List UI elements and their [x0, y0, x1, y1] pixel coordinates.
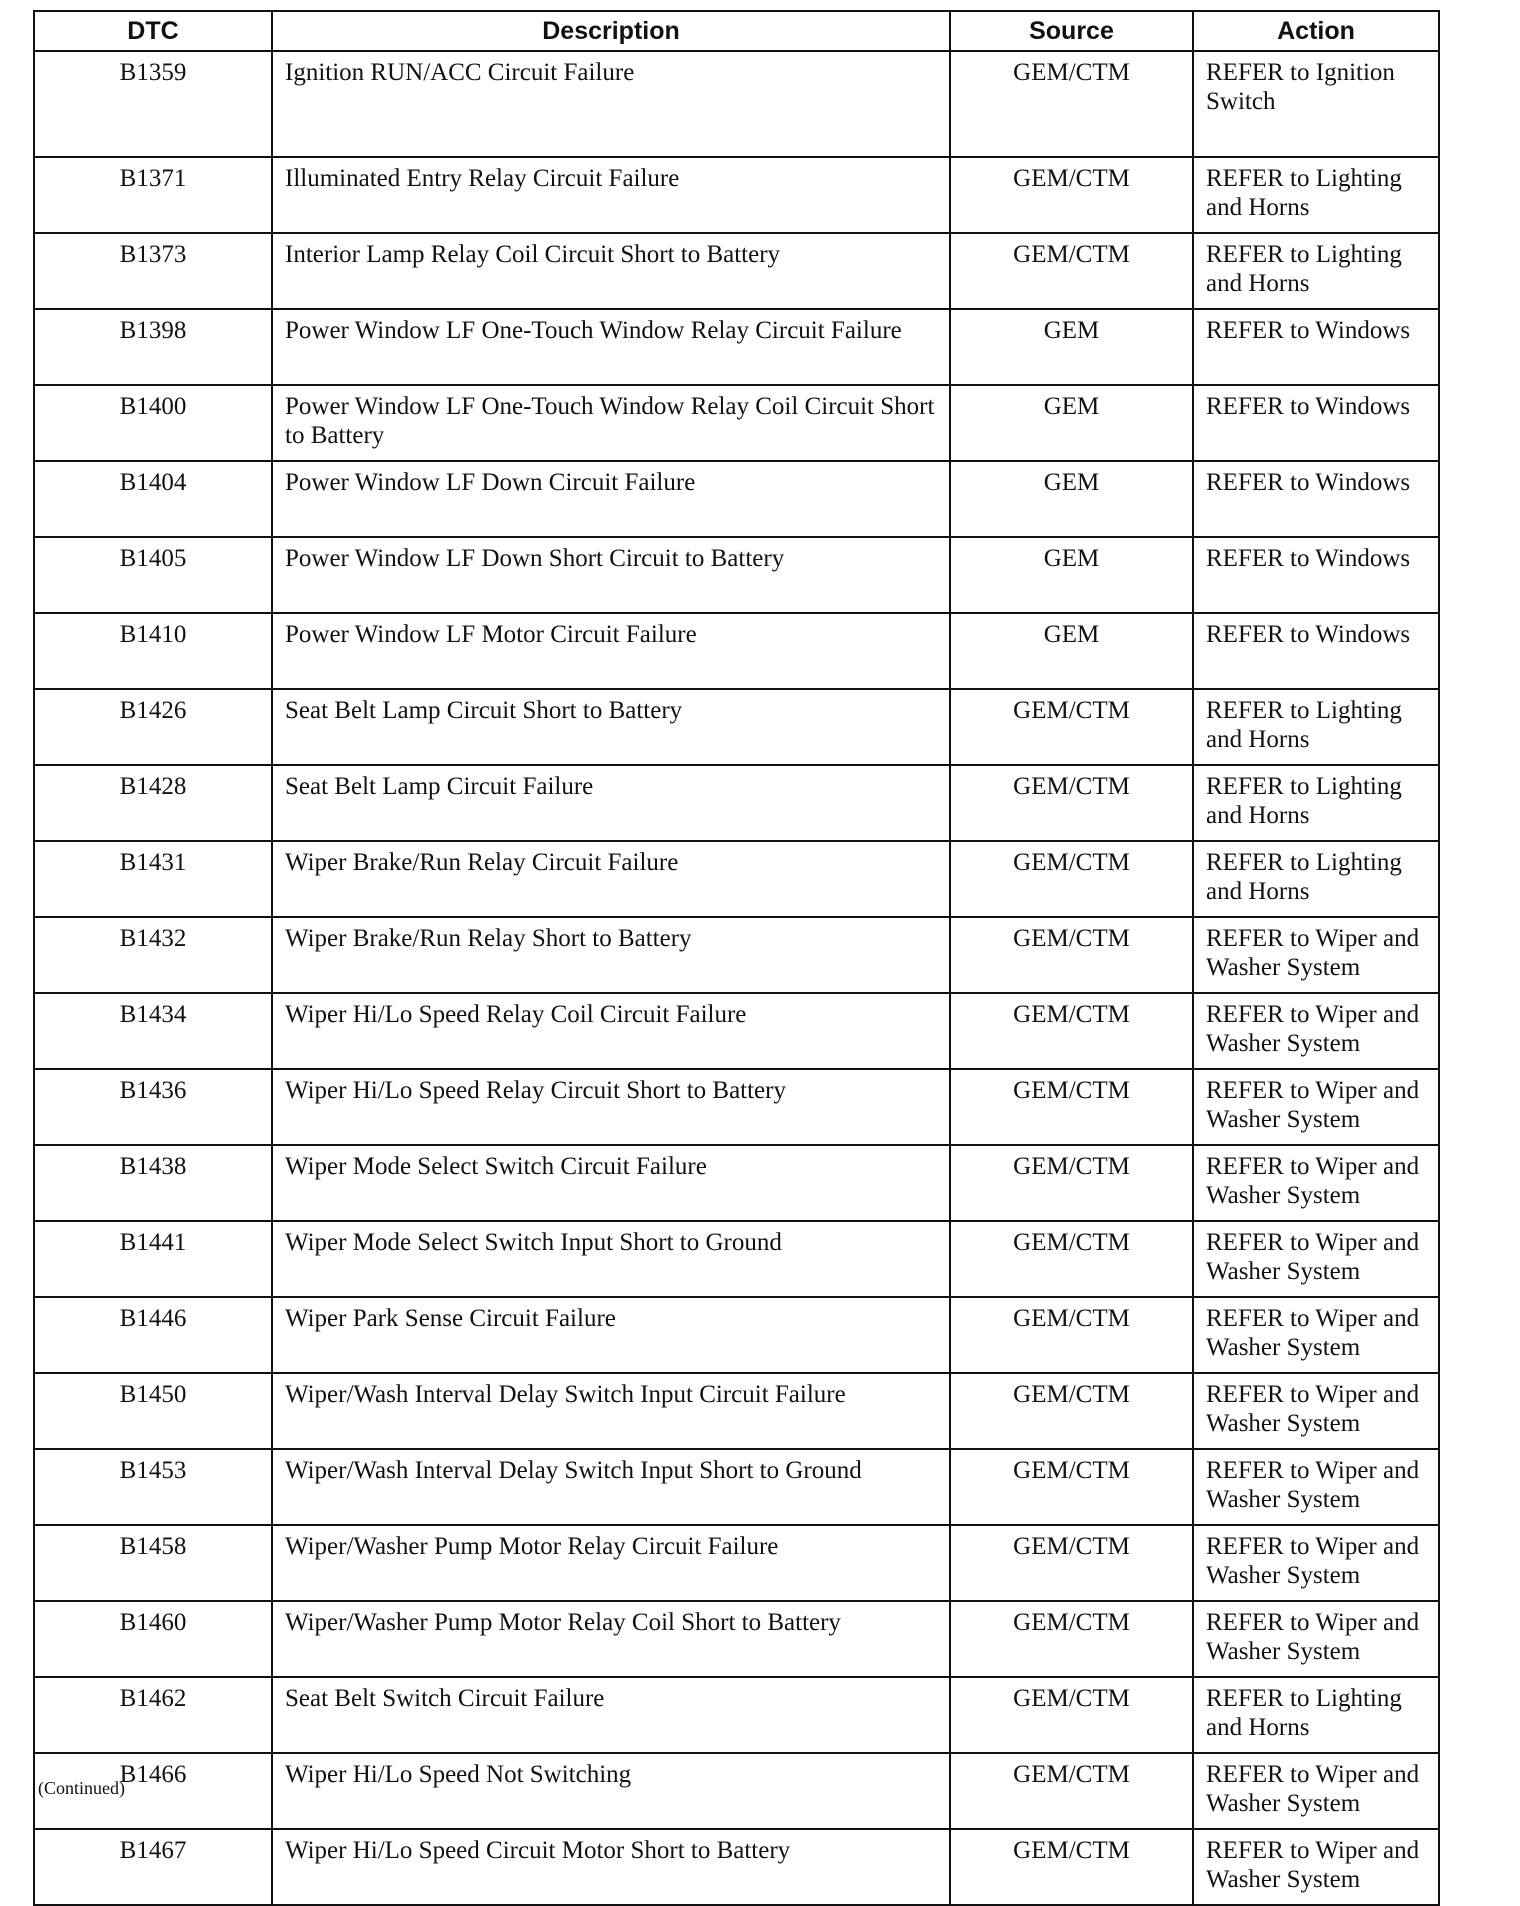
table-row — [34, 1677, 1439, 1753]
table-row — [34, 1069, 1439, 1145]
description-cell: Wiper/Wash Interval Delay Switch Input Short to Ground — [272, 1449, 950, 1525]
source-cell: GEM/CTM — [950, 1069, 1193, 1145]
source-cell: GEM/CTM — [950, 51, 1193, 157]
table-row — [34, 1525, 1439, 1601]
dtc-cell: B1446 — [34, 1297, 272, 1373]
table-row — [34, 537, 1439, 613]
table-row — [34, 765, 1439, 841]
source-cell: GEM/CTM — [950, 841, 1193, 917]
description-cell: Power Window LF One-Touch Window Relay Circuit Failure — [272, 309, 950, 385]
source-cell: GEM — [950, 537, 1193, 613]
table-row — [34, 1829, 1439, 1905]
source-cell: GEM — [950, 309, 1193, 385]
action-cell: REFER to Lighting and Horns — [1193, 233, 1439, 309]
description-cell: Power Window LF One-Touch Window Relay Coil Circuit Short to Battery — [272, 385, 950, 461]
action-cell: REFER to Lighting and Horns — [1193, 1677, 1439, 1753]
table-body — [34, 51, 1439, 1905]
dtc-cell: B1410 — [34, 613, 272, 689]
description-cell: Power Window LF Down Short Circuit to Battery — [272, 537, 950, 613]
action-cell: REFER to Wiper and Washer System — [1193, 1373, 1439, 1449]
source-cell: GEM — [950, 385, 1193, 461]
dtc-cell: B1373 — [34, 233, 272, 309]
action-cell: REFER to Wiper and Washer System — [1193, 1601, 1439, 1677]
table-header-row — [34, 11, 1439, 51]
action-cell: REFER to Lighting and Horns — [1193, 157, 1439, 233]
source-cell: GEM/CTM — [950, 765, 1193, 841]
description-cell: Seat Belt Lamp Circuit Failure — [272, 765, 950, 841]
dtc-cell: B1398 — [34, 309, 272, 385]
dtc-cell: B1453 — [34, 1449, 272, 1525]
header-source: Source — [950, 11, 1193, 51]
table-row — [34, 1145, 1439, 1221]
source-cell: GEM/CTM — [950, 1221, 1193, 1297]
table-row — [34, 461, 1439, 537]
source-cell: GEM/CTM — [950, 1449, 1193, 1525]
table-row — [34, 385, 1439, 461]
dtc-cell: B1436 — [34, 1069, 272, 1145]
table-row — [34, 841, 1439, 917]
action-cell: REFER to Wiper and Washer System — [1193, 1297, 1439, 1373]
description-cell: Wiper Hi/Lo Speed Not Switching — [272, 1753, 950, 1829]
description-cell: Wiper Hi/Lo Speed Circuit Motor Short to Battery — [272, 1829, 950, 1905]
dtc-cell: B1359 — [34, 51, 272, 157]
source-cell: GEM/CTM — [950, 917, 1193, 993]
description-cell: Wiper Hi/Lo Speed Relay Coil Circuit Failure — [272, 993, 950, 1069]
dtc-cell: B1441 — [34, 1221, 272, 1297]
dtc-cell: B1466 — [34, 1753, 272, 1829]
source-cell: GEM/CTM — [950, 1601, 1193, 1677]
description-cell: Power Window LF Motor Circuit Failure — [272, 613, 950, 689]
source-cell: GEM — [950, 613, 1193, 689]
dtc-cell: B1431 — [34, 841, 272, 917]
dtc-cell: B1426 — [34, 689, 272, 765]
action-cell: REFER to Windows — [1193, 613, 1439, 689]
dtc-cell: B1434 — [34, 993, 272, 1069]
action-cell: REFER to Wiper and Washer System — [1193, 1069, 1439, 1145]
action-cell: REFER to Windows — [1193, 309, 1439, 385]
table-row — [34, 309, 1439, 385]
action-cell: REFER to Lighting and Horns — [1193, 841, 1439, 917]
dtc-cell: B1428 — [34, 765, 272, 841]
table-row — [34, 233, 1439, 309]
description-cell: Wiper Park Sense Circuit Failure — [272, 1297, 950, 1373]
table-row — [34, 917, 1439, 993]
table-row — [34, 689, 1439, 765]
header-action: Action — [1193, 11, 1439, 51]
dtc-cell: B1400 — [34, 385, 272, 461]
header-description: Description — [272, 11, 950, 51]
description-cell: Interior Lamp Relay Coil Circuit Short to Battery — [272, 233, 950, 309]
description-cell: Wiper/Wash Interval Delay Switch Input Circuit Failure — [272, 1373, 950, 1449]
dtc-cell: B1404 — [34, 461, 272, 537]
description-cell: Wiper Mode Select Switch Input Short to Ground — [272, 1221, 950, 1297]
action-cell: REFER to Wiper and Washer System — [1193, 917, 1439, 993]
action-cell: REFER to Lighting and Horns — [1193, 689, 1439, 765]
dtc-cell: B1450 — [34, 1373, 272, 1449]
source-cell: GEM/CTM — [950, 1753, 1193, 1829]
action-cell: REFER to Wiper and Washer System — [1193, 993, 1439, 1069]
description-cell: Wiper Brake/Run Relay Short to Battery — [272, 917, 950, 993]
description-cell: Wiper/Washer Pump Motor Relay Coil Short to Battery — [272, 1601, 950, 1677]
table-row — [34, 1221, 1439, 1297]
action-cell: REFER to Wiper and Washer System — [1193, 1525, 1439, 1601]
action-cell: REFER to Windows — [1193, 537, 1439, 613]
source-cell: GEM/CTM — [950, 1829, 1193, 1905]
source-cell: GEM/CTM — [950, 1525, 1193, 1601]
table-row — [34, 1449, 1439, 1525]
table-row — [34, 1601, 1439, 1677]
description-cell: Wiper Mode Select Switch Circuit Failure — [272, 1145, 950, 1221]
table-row — [34, 51, 1439, 157]
description-cell: Power Window LF Down Circuit Failure — [272, 461, 950, 537]
table-row — [34, 613, 1439, 689]
dtc-cell: B1460 — [34, 1601, 272, 1677]
description-cell: Seat Belt Switch Circuit Failure — [272, 1677, 950, 1753]
source-cell: GEM — [950, 461, 1193, 537]
action-cell: REFER to Wiper and Washer System — [1193, 1221, 1439, 1297]
table-row — [34, 993, 1439, 1069]
source-cell: GEM/CTM — [950, 1373, 1193, 1449]
action-cell: REFER to Wiper and Washer System — [1193, 1145, 1439, 1221]
dtc-cell: B1432 — [34, 917, 272, 993]
table-row — [34, 157, 1439, 233]
source-cell: GEM/CTM — [950, 1677, 1193, 1753]
action-cell: REFER to Wiper and Washer System — [1193, 1449, 1439, 1525]
header-dtc: DTC — [34, 11, 272, 51]
table-row — [34, 1373, 1439, 1449]
source-cell: GEM/CTM — [950, 993, 1193, 1069]
source-cell: GEM/CTM — [950, 157, 1193, 233]
description-cell: Wiper Brake/Run Relay Circuit Failure — [272, 841, 950, 917]
description-cell: Illuminated Entry Relay Circuit Failure — [272, 157, 950, 233]
dtc-cell: B1467 — [34, 1829, 272, 1905]
table-row — [34, 1297, 1439, 1373]
action-cell: REFER to Windows — [1193, 461, 1439, 537]
description-cell: Seat Belt Lamp Circuit Short to Battery — [272, 689, 950, 765]
continued-note: (Continued) — [38, 1778, 125, 1798]
source-cell: GEM/CTM — [950, 1145, 1193, 1221]
dtc-table — [33, 10, 1440, 1906]
description-cell: Wiper Hi/Lo Speed Relay Circuit Short to Battery — [272, 1069, 950, 1145]
dtc-cell: B1405 — [34, 537, 272, 613]
table-row — [34, 1753, 1439, 1829]
source-cell: GEM/CTM — [950, 233, 1193, 309]
description-cell: Ignition RUN/ACC Circuit Failure — [272, 51, 950, 157]
dtc-cell: B1458 — [34, 1525, 272, 1601]
source-cell: GEM/CTM — [950, 689, 1193, 765]
dtc-cell: B1371 — [34, 157, 272, 233]
action-cell: REFER to Ignition Switch — [1193, 51, 1439, 157]
action-cell: REFER to Windows — [1193, 385, 1439, 461]
description-cell: Wiper/Washer Pump Motor Relay Circuit Failure — [272, 1525, 950, 1601]
action-cell: REFER to Wiper and Washer System — [1193, 1829, 1439, 1905]
dtc-cell: B1462 — [34, 1677, 272, 1753]
action-cell: REFER to Lighting and Horns — [1193, 765, 1439, 841]
dtc-cell: B1438 — [34, 1145, 272, 1221]
source-cell: GEM/CTM — [950, 1297, 1193, 1373]
action-cell: REFER to Wiper and Washer System — [1193, 1753, 1439, 1829]
